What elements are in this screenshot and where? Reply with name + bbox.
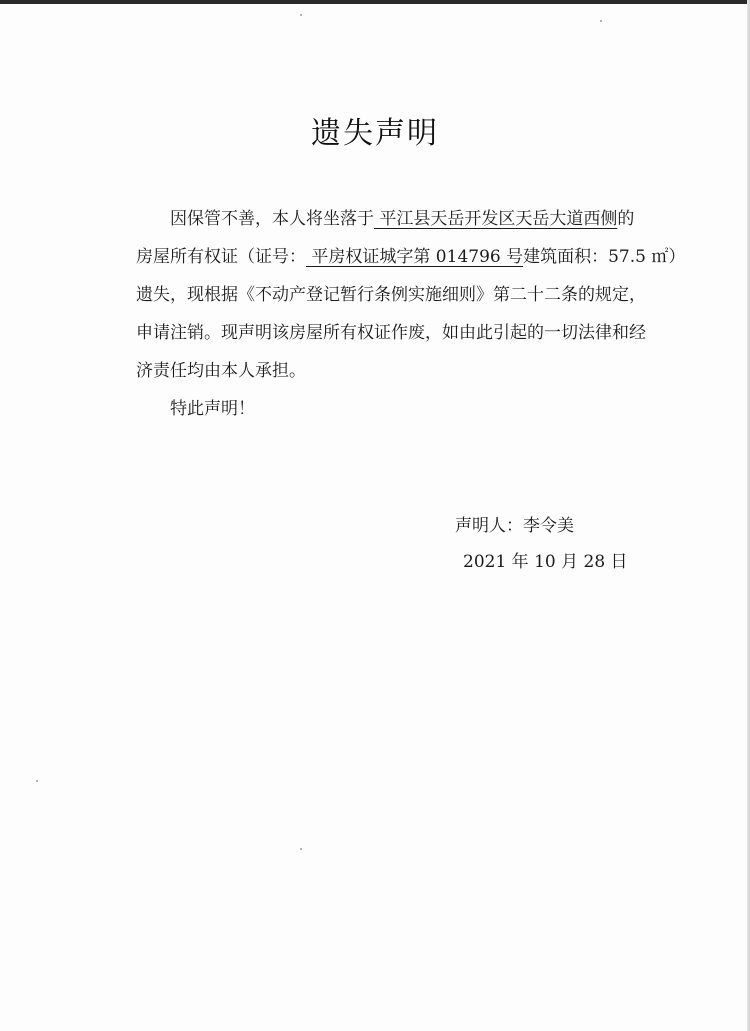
- property-location: 平江县天岳开发区天岳大道西侧: [374, 209, 618, 229]
- certificate-number: 平房权证城字第 014796 号: [306, 247, 524, 267]
- scan-speck: [36, 780, 38, 782]
- scan-speck: [600, 20, 602, 22]
- text-segment: 房屋所有权证（证号：: [136, 247, 306, 267]
- scan-top-edge: [0, 0, 750, 4]
- text-segment: 的: [617, 209, 635, 229]
- declarant-name: 声明人：李令美: [455, 516, 574, 536]
- scan-speck: [300, 14, 302, 16]
- paragraph-line-1: [136, 200, 666, 238]
- document-title: 遗失声明: [311, 116, 439, 151]
- closing-statement: 特此声明！: [170, 399, 255, 419]
- signature-block: [455, 508, 628, 580]
- scan-speck: [300, 848, 302, 850]
- paragraph-line-5: 济责任均由本人承担。: [136, 361, 306, 381]
- declaration-body: [136, 200, 686, 428]
- paragraph-line-4: 申请注销。现声明该房屋所有权证作废，如由此引起的一切法律和经: [136, 323, 646, 343]
- text-segment: 建筑面积：57.5 ㎡）: [523, 247, 686, 267]
- declaration-date: 2021 年 10 月 28 日: [463, 552, 628, 572]
- paragraph-line-2: [136, 238, 686, 276]
- text-segment: 因保管不善，本人将坐落于: [170, 209, 374, 229]
- paragraph-line-3: 遗失，现根据《不动产登记暂行条例实施细则》第二十二条的规定，: [136, 285, 646, 305]
